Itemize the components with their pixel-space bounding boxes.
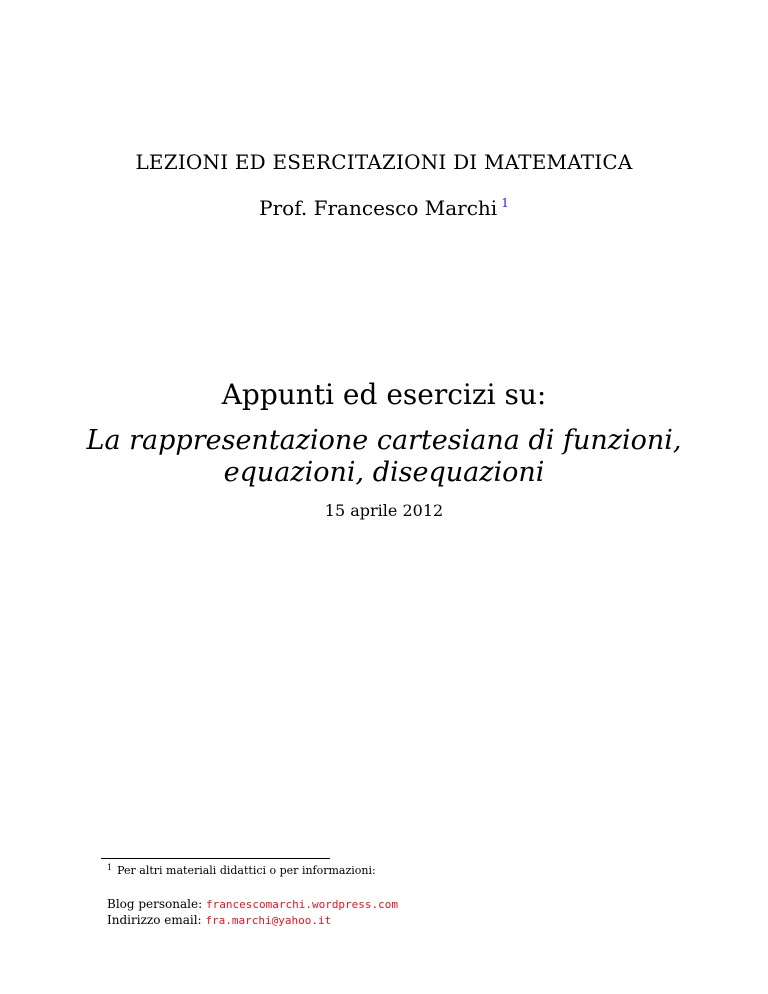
topic-title-line-1: La rappresentazione cartesiana di funzioni,	[86, 425, 682, 456]
author-line	[0, 196, 768, 220]
topic-title-line-2: equazioni, disequazioni	[223, 457, 545, 488]
blog-link[interactable]: francescomarchi.wordpress.com	[205, 898, 399, 911]
footnote-separator	[101, 858, 330, 859]
footnote-blog-line	[107, 897, 398, 911]
subtitle: Appunti ed esercizi su:	[221, 378, 547, 411]
footnote-email-line	[107, 913, 331, 927]
author-name: Prof. Francesco Marchi	[259, 196, 498, 220]
footnote-reference-link[interactable]: 1	[501, 196, 509, 210]
footnote-mark: 1	[107, 863, 113, 872]
footnote-text	[107, 863, 376, 877]
document-date: 15 aprile 2012	[324, 501, 444, 520]
course-heading: LEZIONI ED ESERCITAZIONI DI MATEMATICA	[135, 150, 633, 174]
email-label: Indirizzo email:	[107, 913, 202, 927]
footnote-body: Per altri materiali didattici o per informazioni:	[117, 864, 376, 877]
email-link[interactable]: fra.marchi@yahoo.it	[205, 914, 332, 927]
blog-label: Blog personale:	[107, 897, 203, 911]
